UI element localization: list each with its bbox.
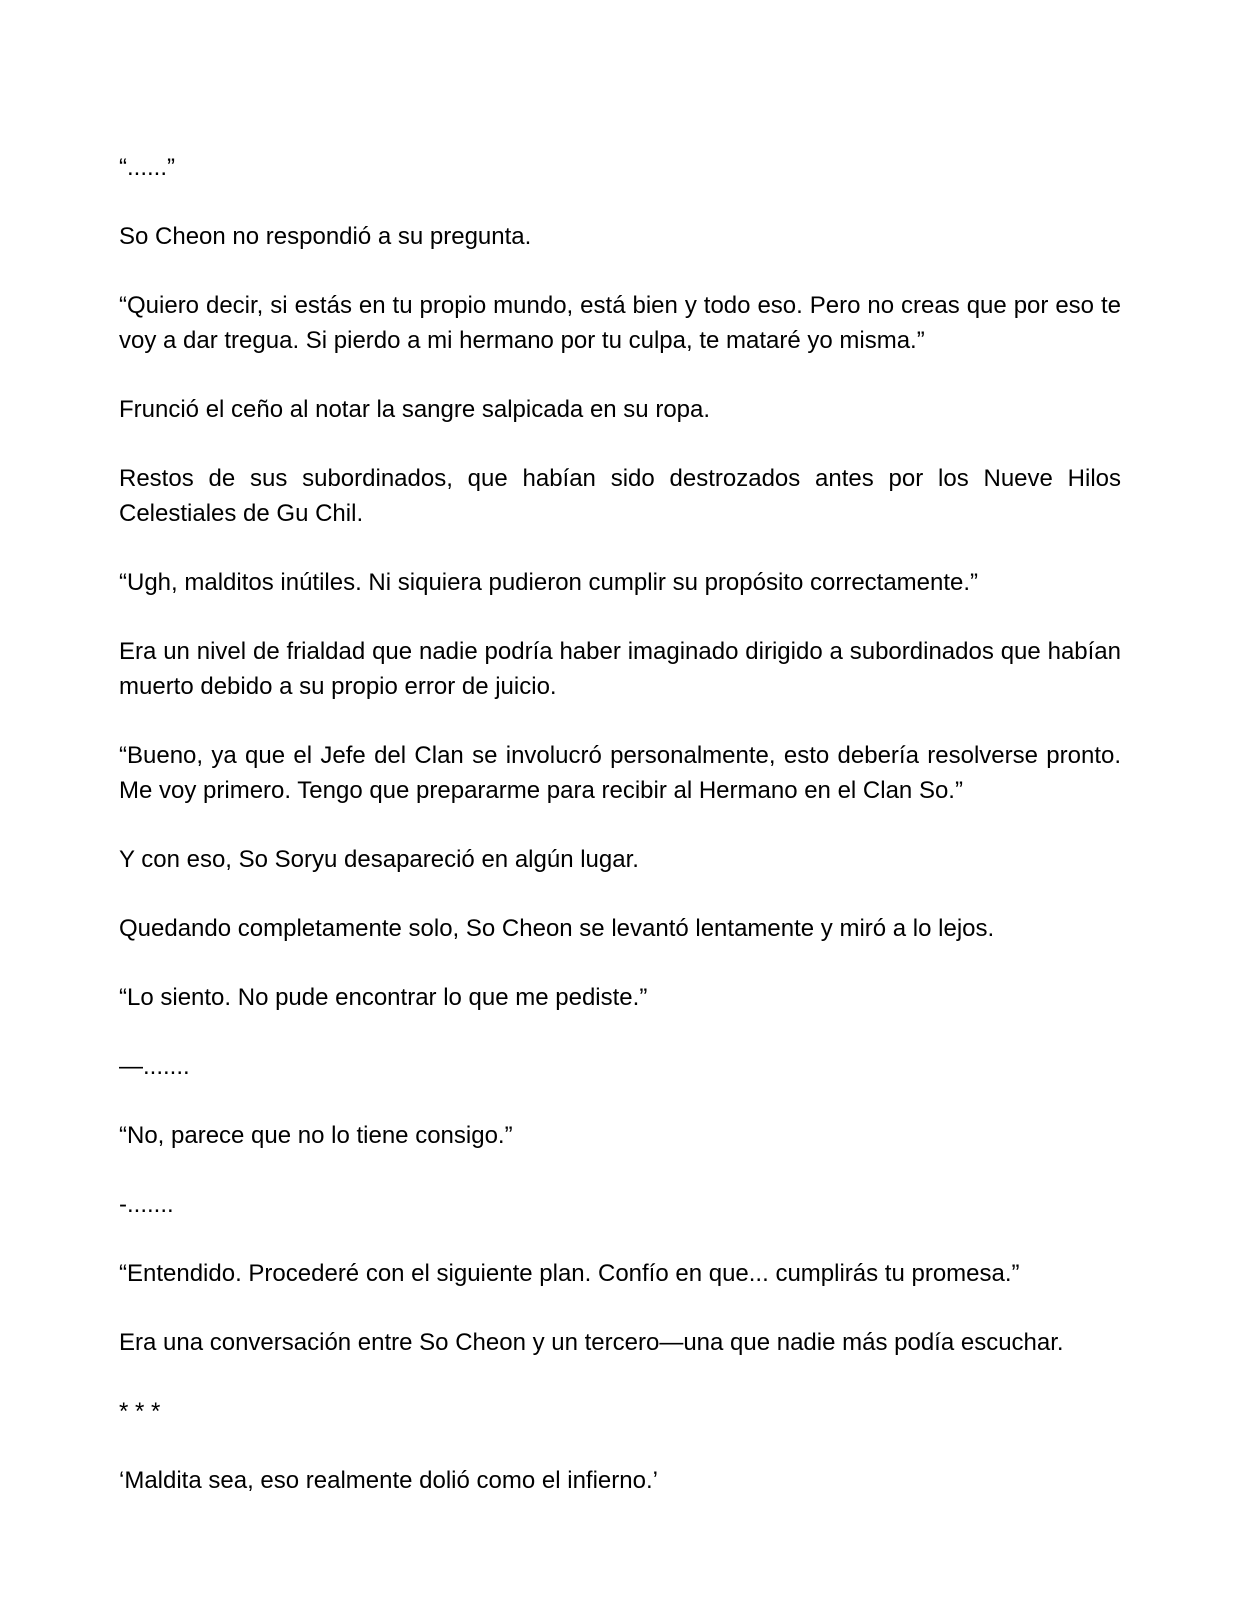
document-body	[119, 150, 1121, 1532]
paragraph: ‘Maldita sea, eso realmente dolió como el infierno.’	[119, 1467, 658, 1494]
paragraph: “Bueno, ya que el Jefe del Clan se involucró personalmente, esto debería resolverse pronto. Me voy primero. Tengo que prepararme para recibir al Hermano en el Clan So.”	[119, 742, 1121, 804]
paragraph-hyphen-ellipsis: -.......	[119, 1191, 174, 1218]
paragraph: Frunció el ceño al notar la sangre salpicada en su ropa.	[119, 396, 711, 423]
paragraph: Restos de sus subordinados, que habían sido destrozados antes por los Nueve Hilos Celestiales de Gu Chil.	[119, 465, 1121, 527]
paragraph: “Ugh, malditos inútiles. Ni siquiera pudieron cumplir su propósito correctamente.”	[119, 569, 979, 596]
scene-break: * * *	[119, 1398, 161, 1425]
paragraph: “Lo siento. No pude encontrar lo que me pediste.”	[119, 984, 648, 1011]
paragraph: “Quiero decir, si estás en tu propio mundo, está bien y todo eso. Pero no creas que por eso te voy a dar tregua. Si pierdo a mi hermano por tu culpa, te mataré yo misma.”	[119, 292, 1121, 354]
paragraph: “No, parece que no lo tiene consigo.”	[119, 1122, 513, 1149]
paragraph: Quedando completamente solo, So Cheon se levantó lentamente y miró a lo lejos.	[119, 915, 995, 942]
paragraph-ellipsis-quote: “......”	[119, 154, 175, 181]
paragraph: So Cheon no respondió a su pregunta.	[119, 223, 532, 250]
paragraph: Era una conversación entre So Cheon y un tercero—una que nadie más podía escuchar.	[119, 1329, 1064, 1356]
paragraph: Y con eso, So Soryu desapareció en algún lugar.	[119, 846, 639, 873]
paragraph-dash-ellipsis: —.......	[119, 1053, 190, 1080]
paragraph: “Entendido. Procederé con el siguiente plan. Confío en que... cumplirás tu promesa.”	[119, 1260, 1020, 1287]
paragraph: Era un nivel de frialdad que nadie podría haber imaginado dirigido a subordinados que habían muerto debido a su propio error de juicio.	[119, 638, 1121, 700]
